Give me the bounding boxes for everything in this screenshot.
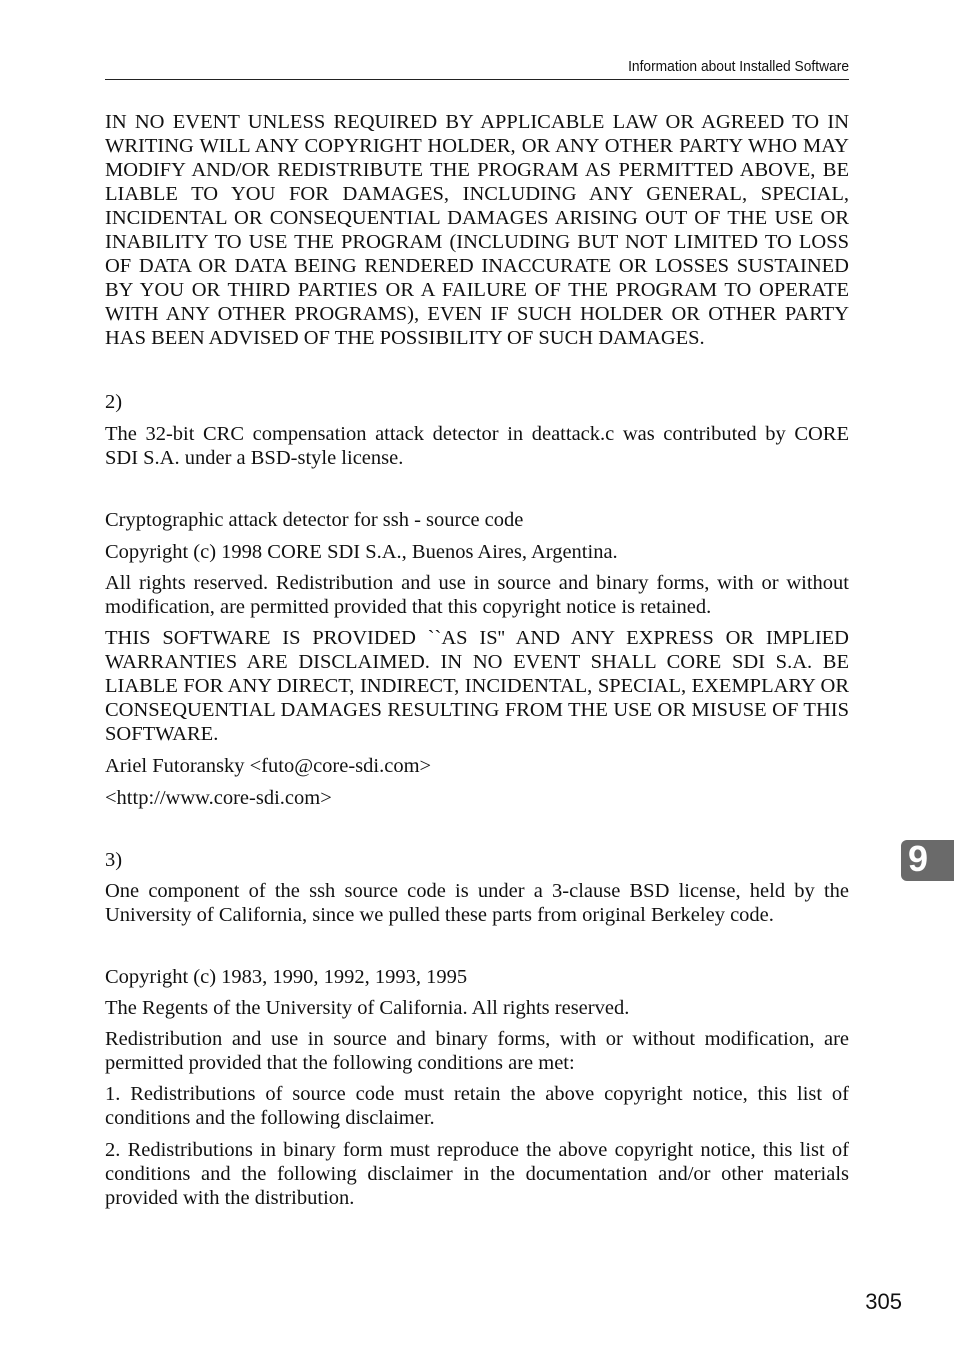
author-line: Ariel Futoransky <futo@core-sdi.com> — [105, 755, 432, 777]
body-paragraph: Copyright (c) 1998 CORE SDI S.A., Buenos Aires, Argentina. — [105, 541, 618, 563]
body-paragraph: The Regents of the University of California. All rights reserved. — [105, 997, 630, 1019]
body-paragraph: Redistribution and use in source and binary forms, with or without modification, are permitted provided that the following conditions are met: — [105, 1028, 849, 1074]
page-number: 305 — [865, 1289, 902, 1314]
chapter-number: 9 — [907, 838, 929, 879]
body-paragraph: One component of the ssh source code is under a 3-clause BSD license, held by the University of California, since we pulled these parts from original Berkeley code. — [105, 880, 849, 926]
body-paragraph: All rights reserved. Redistribution and use in source and binary forms, with or without modification, are permitted provided that this copyright notice is retained. — [105, 572, 849, 618]
body-paragraph: 2. Redistributions in binary form must reproduce the above copyright notice, this list of conditions and the following disclaimer in the documentation and/or other materials provided with the distribution. — [105, 1139, 849, 1209]
running-header: Information about Installed Software — [628, 58, 849, 75]
header-rule — [105, 79, 849, 80]
disclaimer-paragraph: IN NO EVENT UNLESS REQUIRED BY APPLICABLE LAW OR AGREED TO IN WRITING WILL ANY COPYRIGHT HOLDER, OR ANY OTHER PARTY WHO MAY MODIFY AND/OR REDISTRIBUTE THE PROGRAM AS PERMITTED ABOVE, BE LIABLE TO YOU FOR DAMAGES, INCLUDING ANY GENERAL, SPECIAL, INCIDENTAL OR CONSEQUENTIAL DAMAGES ARISING OUT OF THE USE OR INABILITY TO USE THE PROGRAM (INCLUDING BUT NOT LIMITED TO LOSS OF DATA OR DATA BEING RENDERED INACCURATE OR LOSSES SUSTAINED BY YOU OR THIRD PARTIES OR A FAILURE OF THE PROGRAM TO OPERATE WITH ANY OTHER PROGRAMS), EVEN IF SUCH HOLDER OR OTHER PARTY HAS BEEN ADVISED OF THE POSSIBILITY OF SUCH DAMAGES. — [105, 111, 849, 349]
section-marker-2: 2) — [105, 391, 123, 413]
body-paragraph: Cryptographic attack detector for ssh - source code — [105, 509, 524, 531]
page-body — [105, 110, 849, 1210]
body-paragraph: 1. Redistributions of source code must retain the above copyright notice, this list of conditions and the following disclaimer. — [105, 1083, 849, 1129]
section-marker-3: 3) — [105, 849, 123, 871]
body-paragraph: Copyright (c) 1983, 1990, 1992, 1993, 1995 — [105, 966, 468, 988]
url-line: <http://www.core-sdi.com> — [105, 787, 332, 809]
body-paragraph: The 32-bit CRC compensation attack detector in deattack.c was contributed by CORE SDI S.A. under a BSD-style license. — [105, 423, 849, 469]
body-paragraph: THIS SOFTWARE IS PROVIDED ``AS IS'' AND ANY EXPRESS OR IMPLIED WARRANTIES ARE DISCLAIMED. IN NO EVENT SHALL CORE SDI S.A. BE LIABLE FOR ANY DIRECT, INDIRECT, INCIDENTAL, SPECIAL, EXEMPLARY OR CONSEQUENTIAL DAMAGES RESULTING FROM THE USE OR MISUSE OF THIS SOFTWARE. — [105, 627, 849, 745]
